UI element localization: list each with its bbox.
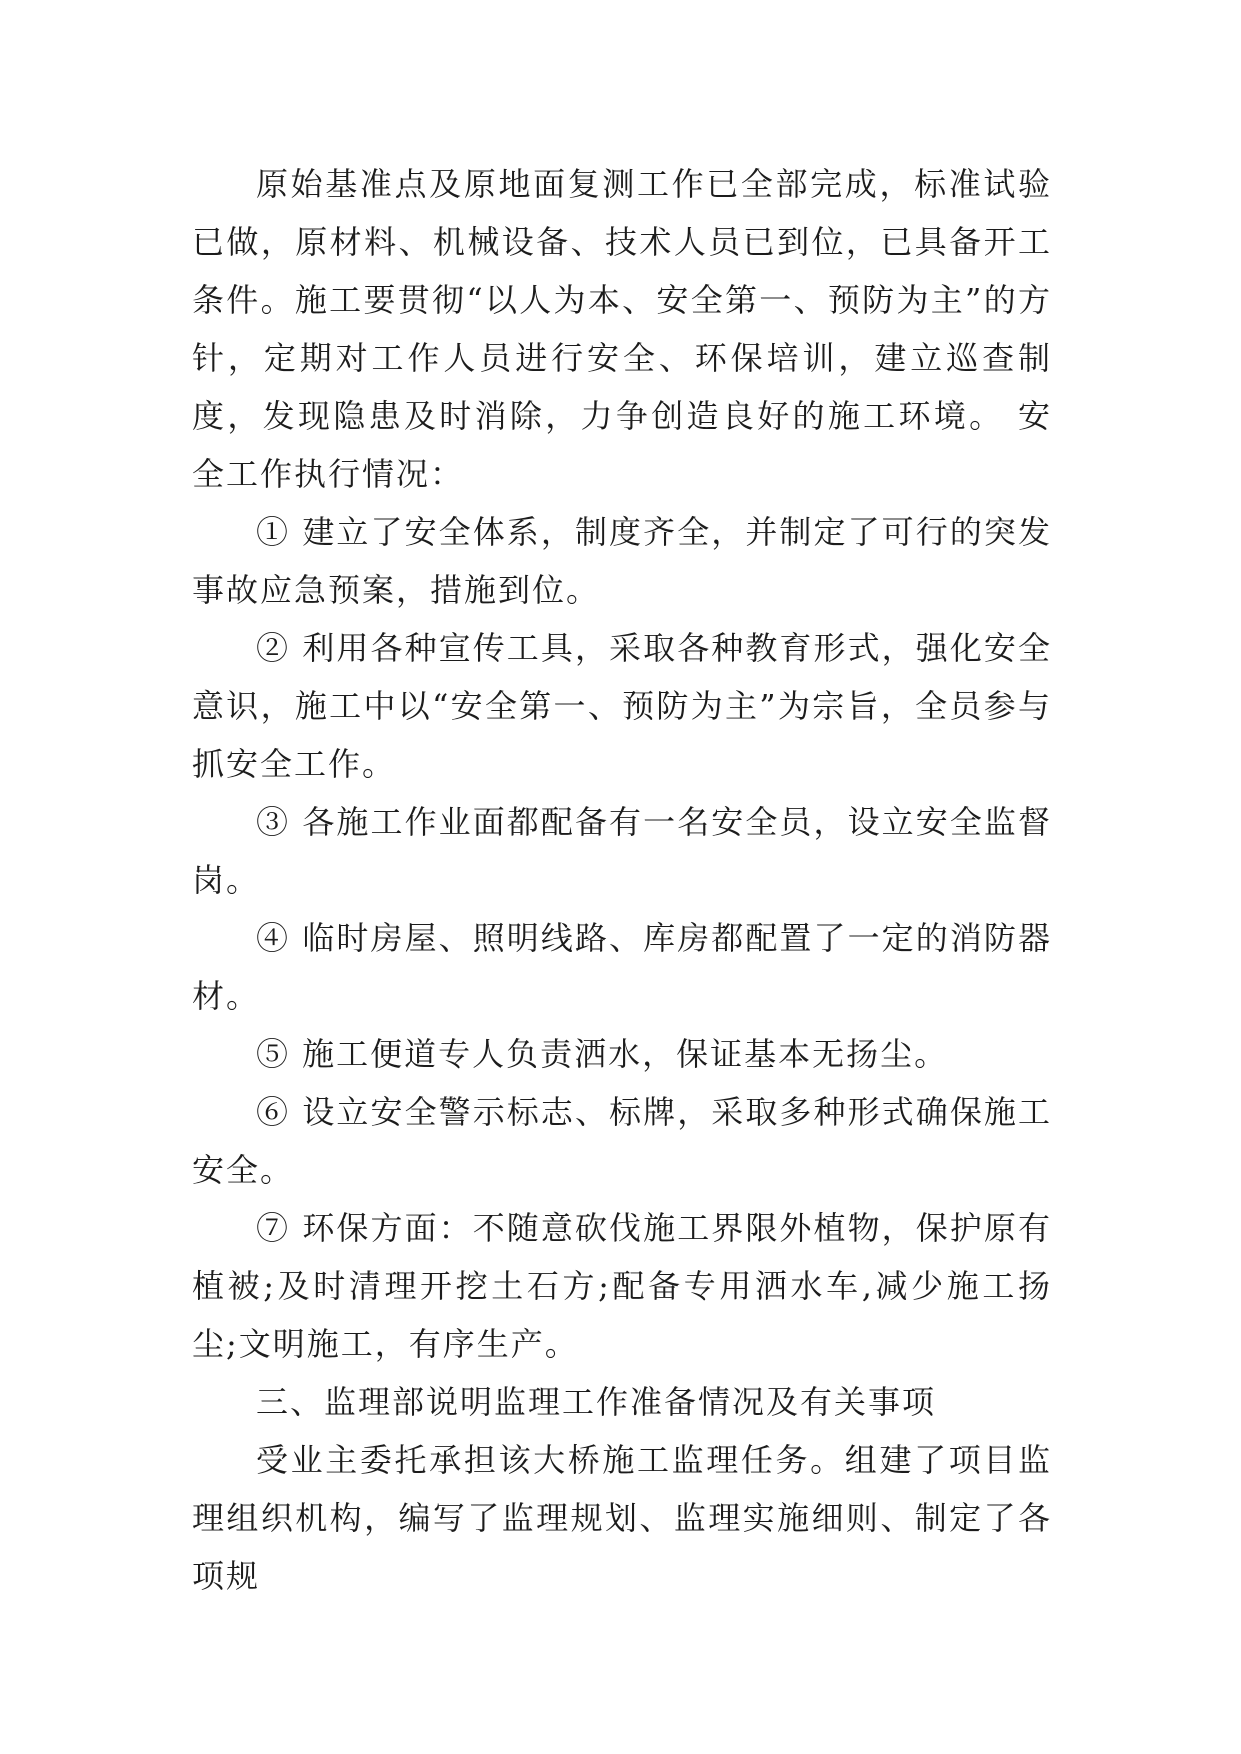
paragraph-supervision: 受业主委托承担该大桥施工监理任务。组建了项目监理组织机构，编写了监理规划、监理实施细则、制定了各项规 <box>192 1441 1052 1595</box>
paragraph-item-2: ② 利用各种宣传工具，采取各种教育形式，强化安全意识，施工中以“安全第一、预防为主”为宗旨，全员参与抓安全工作。 <box>192 629 1052 783</box>
paragraph-item-3: ③ 各施工作业面都配备有一名安全员，设立安全监督岗。 <box>192 803 1052 899</box>
document-body <box>192 155 1052 1605</box>
paragraph-item-4: ④ 临时房屋、照明线路、库房都配置了一定的消防器材。 <box>192 919 1052 1015</box>
paragraph-item-1: ① 建立了安全体系，制度齐全，并制定了可行的突发事故应急预案，措施到位。 <box>192 513 1052 609</box>
paragraph-item-5: ⑤ 施工便道专人负责洒水，保证基本无扬尘。 <box>256 1035 949 1073</box>
paragraph-item-7: ⑦ 环保方面：不随意砍伐施工界限外植物，保护原有植被;及时清理开挖土石方;配备专用洒水车,减少施工扬尘;文明施工，有序生产。 <box>192 1209 1052 1363</box>
section-heading: 三、监理部说明监理工作准备情况及有关事项 <box>256 1383 937 1421</box>
paragraph-intro: 原始基准点及原地面复测工作已全部完成，标准试验已做，原材料、机械设备、技术人员已到位，已具备开工条件。施工要贯彻“以人为本、安全第一、预防为主”的方针，定期对工作人员进行安全、环保培训，建立巡查制度，发现隐患及时消除，力争创造良好的施工环境。 安全工作执行情况： <box>192 165 1052 493</box>
paragraph-item-6: ⑥ 设立安全警示标志、标牌，采取多种形式确保施工安全。 <box>192 1093 1052 1189</box>
